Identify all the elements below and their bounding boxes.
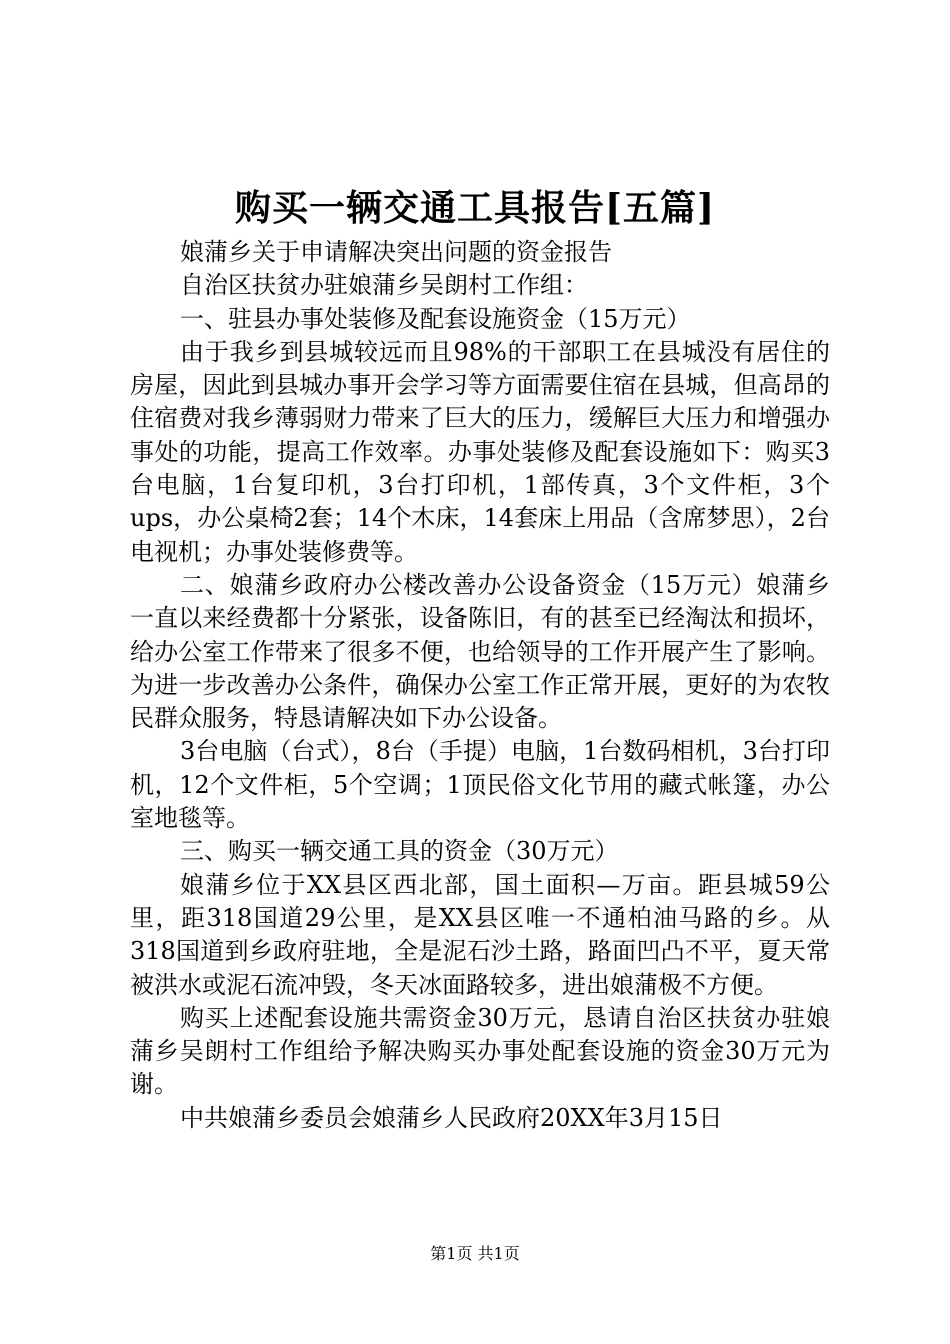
paragraph-report-heading: 娘蒲乡关于申请解决突出问题的资金报告 — [180, 238, 612, 266]
paragraph-section-2-body: 二、娘蒲乡政府办公楼改善办公设备资金（15万元）娘蒲乡一直以来经费都十分紧张，设备陈旧，有的甚至已经淘汰和损坏，给办公室工作带来了很多不便，也给领导的工作开展产生了影响。为进一步改善办公条件，确保办公室工作正常开展，更好的为农牧民群众服务，特恳请解决如下办公设备。 — [130, 570, 830, 733]
paragraph-request: 购买上述配套设施共需资金30万元，恳请自治区扶贫办驻娘蒲乡吴朗村工作组给予解决购买办事处配套设施的资金30万元为谢。 — [130, 1003, 830, 1099]
paragraph-section-1-body: 由于我乡到县城较远而且98%的干部职工在县城没有居住的房屋，因此到县城办事开会学习等方面需要住宿在县城，但高昂的住宿费对我乡薄弱财力带来了巨大的压力，缓解巨大压力和增强办事处的功能，提高工作效率。办事处装修及配套设施如下：购买3台电脑，1台复印机，3台打印机，1部传真，3个文件柜，3个ups，办公桌椅2套；14个木床，14套床上用品（含席梦思），2台电视机；办事处装修费等。 — [130, 337, 830, 566]
paragraph-equipment-list: 3台电脑（台式），8台（手提）电脑，1台数码相机，3台打印机，12个文件柜，5个空调；1顶民俗文化节用的藏式帐篷，办公室地毯等。 — [130, 737, 830, 833]
paragraph-addressee: 自治区扶贫办驻娘蒲乡吴朗村工作组： — [180, 271, 588, 300]
document-title: 购买一辆交通工具报告[五篇] — [234, 187, 716, 229]
paragraph-section-3-heading: 三、购买一辆交通工具的资金（30万元） — [180, 837, 619, 866]
paragraph-section-3-body: 娘蒲乡位于XX县区西北部，国土面积—万亩。距县城59公里，距318国道29公里，是XX县区唯一不通柏油马路的乡。从318国道到乡政府驻地，全是泥石沙土路，路面凹凸不平，夏天常被洪水或泥石流冲毁，冬天冰面路较多，进出娘蒲极不方便。 — [130, 870, 830, 999]
document-body — [130, 236, 830, 1135]
paragraph-section-1-heading: 一、驻县办事处装修及配套设施资金（15万元） — [180, 304, 691, 333]
paragraph-signature: 中共娘蒲乡委员会娘蒲乡人民政府20XX年3月15日 — [180, 1103, 723, 1132]
page-footer: 第1页 共1页 — [430, 1244, 520, 1263]
